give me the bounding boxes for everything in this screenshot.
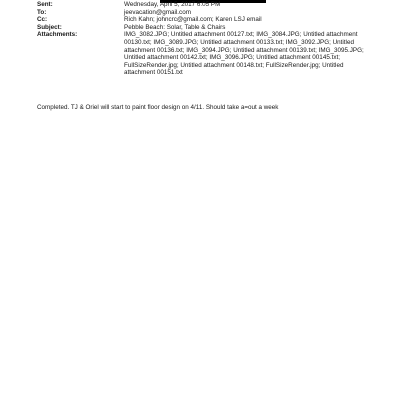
email-headers: [37, 1, 377, 77]
email-body: Completed. TJ & Oriel will start to paint floor design on 4/11. Should take a=out a week: [37, 104, 279, 111]
attachments-line: attachment 00136.txt; IMG_3094.JPG; Untitled attachment 00139.txt; IMG_3095.JPG;: [124, 46, 364, 54]
sent-label: Sent:: [37, 1, 53, 8]
cc-row: [37, 16, 377, 24]
attachments-label: Attachments:: [37, 31, 78, 39]
cc-value: Rich Kahn; johncrc@gmail.com; Karen LSJ email: [124, 16, 262, 24]
attachments-line: 00130.txt; IMG_3089.JPG; Untitled attachment 00133.txt; IMG_3092.JPG; Untitled: [124, 38, 354, 46]
attachments-line: FullSizeRender.jpg; Untitled attachment 00148.txt; FullSizeRender.jpg; Untitled: [124, 61, 344, 69]
attachments-line: attachment 00151.txt: [124, 69, 183, 77]
subject-row: [37, 24, 377, 32]
attachments-list: [124, 31, 377, 77]
sent-value: Wednesday, April 5, 2017 6:05 PM: [124, 1, 221, 8]
to-row: [37, 9, 377, 17]
attachments-line: IMG_3082.JPG; Untitled attachment 00127.txt; IMG_3084.JPG; Untitled attachment: [124, 31, 358, 39]
attachments-line: Untitled attachment 00142.txt; IMG_3096.JPG; Untitled attachment 00145.txt;: [124, 54, 340, 62]
to-value: jeevacation@gmail.com: [124, 8, 191, 16]
cc-label: Cc:: [37, 16, 48, 24]
sent-row: [37, 1, 377, 9]
attachments-row: [37, 31, 377, 77]
to-label: To:: [37, 8, 47, 16]
subject-label: Subject:: [37, 23, 62, 31]
subject-value: Pebble Beach: Solar, Table & Chairs: [124, 23, 226, 31]
